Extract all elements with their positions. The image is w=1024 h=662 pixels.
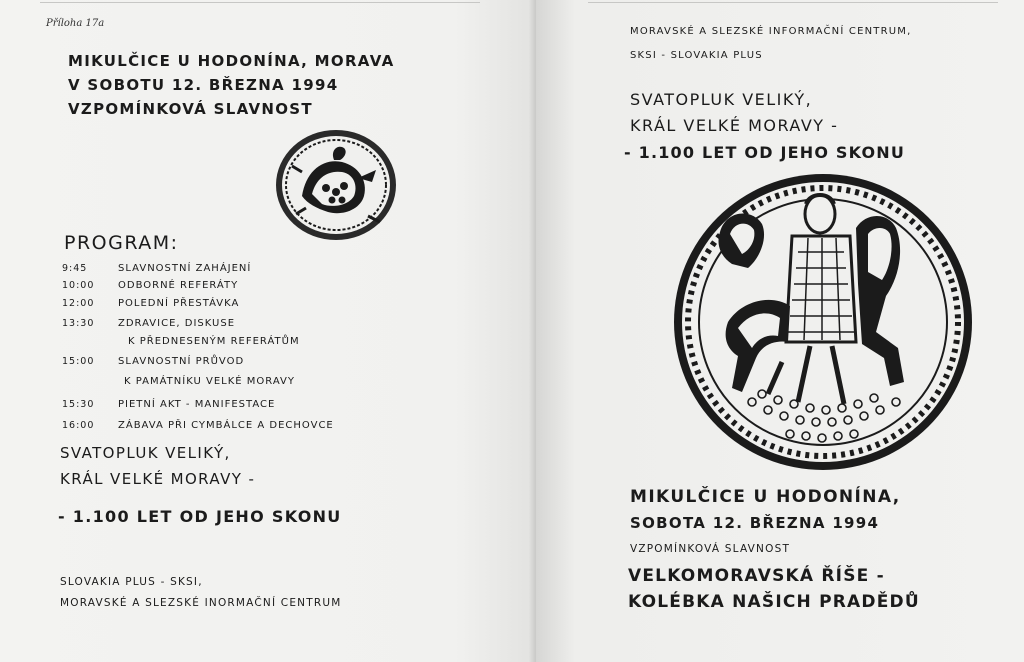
bird-medallion-image bbox=[272, 126, 400, 244]
program-activity: ZÁBAVA PŘI CYMBÁLCE A DECHOVCE bbox=[118, 420, 334, 431]
svatopluk-medallion-image bbox=[672, 172, 974, 472]
program-item bbox=[62, 263, 251, 274]
left-footer-line-2: MORAVSKÉ A SLEZSKÉ INORMAČNÍ CENTRUM bbox=[60, 597, 342, 609]
program-activity: ODBORNÉ REFERÁTY bbox=[118, 280, 239, 291]
left-heading-line-3: VZPOMÍNKOVÁ SLAVNOST bbox=[68, 100, 313, 118]
program-item bbox=[62, 298, 239, 309]
right-org-line-1: MORAVSKÉ A SLEZSKÉ INFORMAČNÍ CENTRUM, bbox=[630, 26, 912, 37]
right-org-line-2: SKSI - SLOVAKIA PLUS bbox=[630, 50, 763, 61]
left-tribute-line-1: SVATOPLUK VELIKÝ, bbox=[60, 444, 231, 462]
program-activity: SLAVNOSTNÍ ZAHÁJENÍ bbox=[118, 263, 252, 274]
left-heading-line-1: MIKULČICE U HODONÍNA, MORAVA bbox=[68, 52, 395, 70]
left-footer-line-1: SLOVAKIA PLUS - SKSI, bbox=[60, 576, 203, 588]
right-motto-line-2: KOLÉBKA NAŠICH PRADĚDŮ bbox=[628, 592, 920, 612]
program-item bbox=[62, 399, 275, 410]
top-edge-line bbox=[40, 2, 480, 3]
program-activity: ZDRAVICE, DISKUSE bbox=[118, 318, 236, 329]
program-time: 15:30 bbox=[62, 399, 95, 410]
right-tribute-line-2: KRÁL VELKÉ MORAVY - bbox=[630, 116, 839, 135]
program-item bbox=[62, 356, 244, 367]
left-tribute-line-3: - 1.100 LET OD JEHO SKONU bbox=[58, 507, 342, 526]
right-motto-line-1: VELKOMORAVSKÁ ŘÍŠE - bbox=[628, 566, 885, 586]
right-tribute-line-1: SVATOPLUK VELIKÝ, bbox=[630, 90, 813, 109]
program-title: PROGRAM: bbox=[64, 232, 179, 254]
right-event-line-3: VZPOMÍNKOVÁ SLAVNOST bbox=[630, 543, 791, 555]
program-activity-continued: K PŘEDNESENÝM REFERÁTŮM bbox=[128, 336, 300, 347]
program-time: 15:00 bbox=[62, 356, 95, 367]
program-item bbox=[62, 420, 334, 431]
program-time: 16:00 bbox=[62, 420, 95, 431]
program-activity: POLEDNÍ PŘESTÁVKA bbox=[118, 298, 240, 309]
program-time: 13:30 bbox=[62, 318, 95, 329]
right-event-line-2: SOBOTA 12. BŘEZNA 1994 bbox=[630, 514, 880, 532]
program-time: 12:00 bbox=[62, 298, 95, 309]
program-activity: PIETNÍ AKT - MANIFESTACE bbox=[118, 399, 276, 410]
program-item bbox=[62, 318, 235, 329]
right-event-line-1: MIKULČICE U HODONÍNA, bbox=[630, 487, 901, 507]
right-page bbox=[536, 0, 1024, 662]
program-activity-continued: K PAMÁTNÍKU VELKÉ MORAVY bbox=[124, 376, 295, 387]
program-time: 9:45 bbox=[62, 263, 88, 274]
page-label: Příloha 17a bbox=[46, 18, 105, 29]
left-tribute-line-2: KRÁL VELKÉ MORAVY - bbox=[60, 470, 256, 488]
top-edge-line bbox=[588, 2, 998, 3]
left-heading-line-2: V SOBOTU 12. BŘEZNA 1994 bbox=[68, 76, 339, 94]
right-tribute-line-3: - 1.100 LET OD JEHO SKONU bbox=[624, 143, 906, 162]
program-activity: SLAVNOSTNÍ PRŮVOD bbox=[118, 356, 245, 367]
program-time: 10:00 bbox=[62, 280, 95, 291]
program-item bbox=[62, 280, 238, 291]
